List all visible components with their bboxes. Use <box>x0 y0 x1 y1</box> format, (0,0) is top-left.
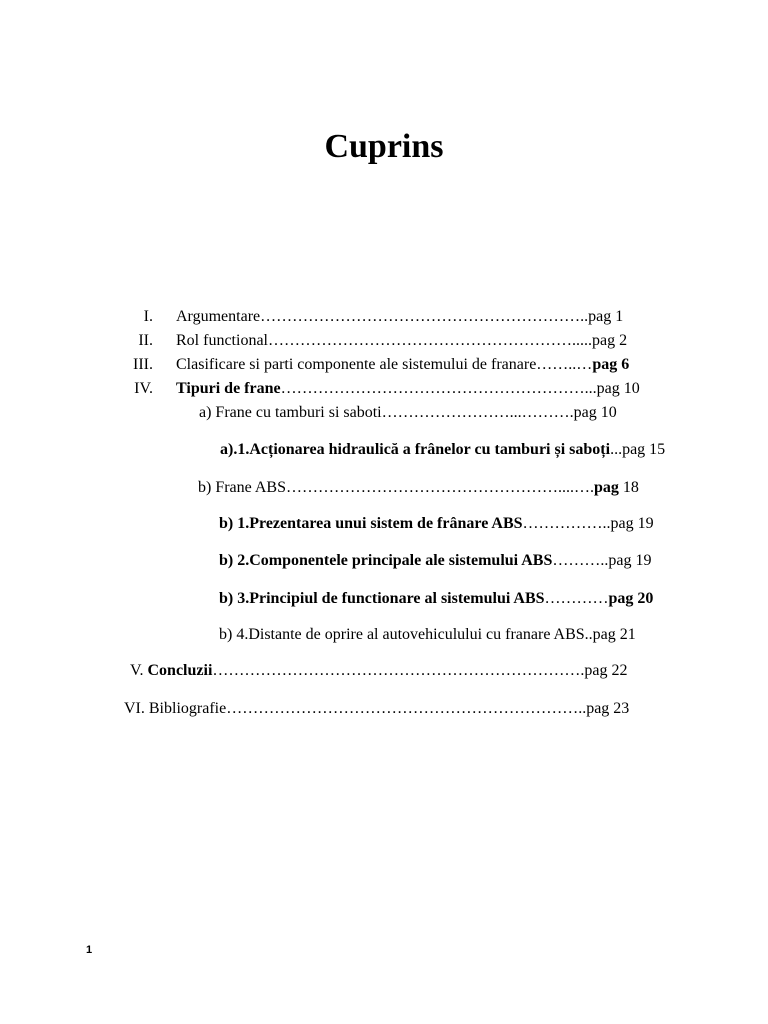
toc-entry-actionarea-hidraulica <box>220 440 665 460</box>
toc-entry-number: V. <box>130 662 148 679</box>
toc-number-2: II. <box>138 332 153 349</box>
toc-entry-text: Clasificare si parti componente ale sistemului de franare……..… <box>176 356 593 373</box>
toc-entry-page-number: 18 <box>618 479 639 496</box>
toc-entry-text: a).1.Acționarea hidraulică a frânelor cu tamburi și saboți <box>220 441 611 458</box>
toc-entry-text: b) Frane ABS……………………………………………....…. <box>198 479 594 496</box>
toc-entry-bibliografie: VI. Bibliografie…………………………………………………………..pag 23 <box>124 700 630 717</box>
toc-entry-componentele-abs <box>219 551 651 571</box>
document-title: Cuprins <box>324 128 444 165</box>
toc-entry-text: b) 1.Prezentarea unui sistem de frânare ABS <box>219 515 523 532</box>
toc-entry-leader: ...pag 15 <box>610 441 666 458</box>
toc-entry-frane-abs <box>198 478 639 498</box>
toc-entry-text: Tipuri de frane <box>176 380 281 397</box>
toc-entry-prezentarea-abs <box>219 514 654 534</box>
page-number: 1 <box>86 944 93 956</box>
toc-entry-concluzii <box>130 661 628 681</box>
toc-entry-principiul-abs <box>219 589 653 609</box>
toc-number-3: III. <box>133 356 153 373</box>
toc-entry-leader: …………………………………………………...pag 10 <box>280 380 640 397</box>
toc-entry-page: pag 6 <box>592 356 630 373</box>
toc-entry-frane-cu-tamburi: a) Frane cu tamburi si saboti……………………...……….pag 10 <box>199 404 617 421</box>
toc-entry-leader: ………… <box>544 590 609 607</box>
toc-entry-leader: …………………………………………………………….pag 22 <box>212 662 628 679</box>
toc-entry-text: b) 2.Componentele principale ale sistemului ABS <box>219 552 553 569</box>
toc-entry-clasificare <box>176 355 629 375</box>
toc-entry-distante-de-oprire: b) 4.Distante de oprire al autovehiculului cu franare ABS..pag 21 <box>219 626 636 643</box>
toc-entry-leader: ……………..pag 19 <box>522 515 654 532</box>
toc-entry-argumentare: Argumentare……………………………………………………..pag 1 <box>176 308 624 325</box>
toc-entry-text: Concluzii <box>147 662 213 679</box>
toc-entry-text: b) 3.Principiul de functionare al sistemului ABS <box>219 590 545 607</box>
toc-entry-tipuri-de-frane <box>176 379 640 399</box>
toc-entry-rol-functional: Rol functional………………………………………………….....pag 2 <box>176 332 628 349</box>
toc-entry-leader: ………..pag 19 <box>552 552 652 569</box>
toc-number-1: I. <box>143 308 153 325</box>
toc-entry-page: pag <box>594 479 619 496</box>
toc-entry-page: pag 20 <box>608 590 654 607</box>
toc-number-4: IV. <box>134 380 153 397</box>
